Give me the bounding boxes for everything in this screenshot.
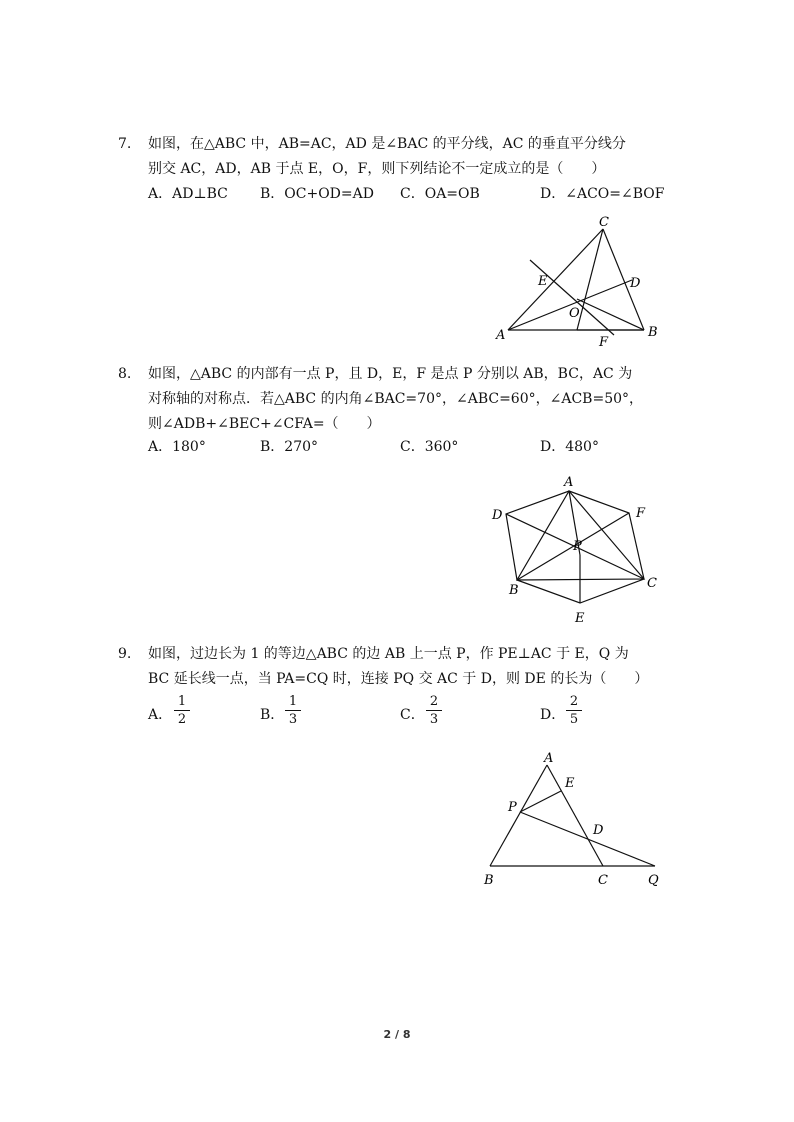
denominator: 2 [177,712,187,727]
label-B: B [648,325,658,340]
label-D: D [492,508,503,523]
label-A: A [496,328,506,343]
label-O: O [569,306,580,321]
label-F: F [599,335,609,350]
numerator: 2 [566,694,582,711]
label-A: A [544,751,554,766]
label-C: C [599,215,609,230]
question-text-line: 别交 AC，AD，AB 于点 E，O，F，则下列结论不一定成立的是（ ） [148,161,606,177]
denominator: 5 [569,712,579,727]
question-text-line: BC 延长线一点，当 PA=CQ 时，连接 PQ 交 AC 于 D，则 DE 的长为（ ） [148,671,649,687]
question-text-line: 如图，△ABC 的内部有一点 P，且 D，E，F 是点 P 分别以 AB，BC，AC 为 [148,366,633,382]
option-c: C．360° [400,439,459,455]
question-number: 9. [118,646,132,662]
label-C: C [647,576,657,591]
denominator: 3 [288,712,298,727]
label-E: E [575,611,585,626]
page-number: 2 / 8 [383,1028,411,1041]
option-c: C．OA=OB [400,186,480,202]
label-A: A [564,475,574,490]
option-a: A．180° [148,439,206,455]
question-number: 8. [118,366,132,382]
option-b-letter: B． [260,707,285,723]
label-F: F [636,506,646,521]
label-D: D [593,823,604,838]
label-D: D [630,276,641,291]
label-B: B [509,583,519,598]
label-Q: Q [648,873,659,888]
label-B: B [484,873,494,888]
label-C: C [598,873,608,888]
label-P: P [573,539,582,554]
option-a-letter: A． [148,707,173,723]
option-a: A．AD⊥BC [148,186,228,202]
option-d-letter: D． [540,707,566,723]
question-text-line: 如图，在△ABC 中，AB=AC，AD 是∠BAC 的平分线，AC 的垂直平分线分 [148,136,626,152]
option-c-letter: C． [400,707,425,723]
numerator: 1 [174,694,190,711]
question-text-line: 对称轴的对称点．若△ABC 的内角∠BAC=70°，∠ABC=60°，∠ACB=50°， [148,391,644,407]
numerator: 1 [285,694,301,711]
question-text-line: 则∠ADB+∠BEC+∠CFA=（ ） [148,416,381,432]
label-P: P [508,800,517,815]
option-d: D．480° [540,439,599,455]
option-b: B．270° [260,439,319,455]
question-number: 7. [118,136,132,152]
denominator: 3 [429,712,439,727]
option-d: D．∠ACO=∠BOF [540,186,665,202]
label-E: E [565,776,575,791]
label-E: E [538,274,548,289]
option-b: B．OC+OD=AD [260,186,374,202]
numerator: 2 [426,694,442,711]
question-text-line: 如图，过边长为 1 的等边△ABC 的边 AB 上一点 P，作 PE⊥AC 于 E，Q 为 [148,646,629,662]
